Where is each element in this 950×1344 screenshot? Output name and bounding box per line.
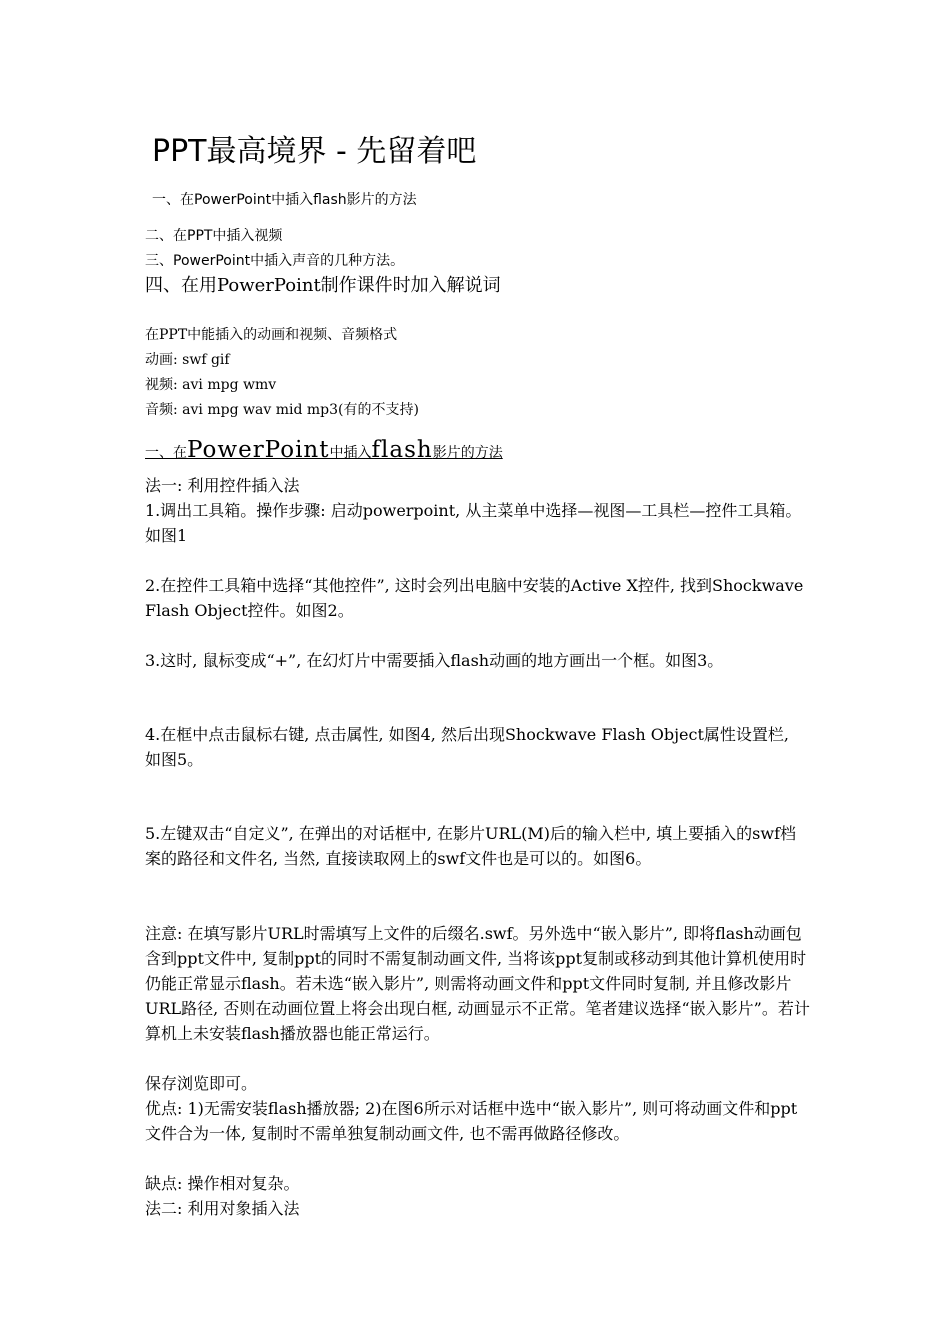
step-5: 5.左键双击“自定义”, 在弹出的对话框中, 在影片URL(M)后的输入栏中, 填上要插入的swf档案的路径和文件名, 当然, 直接读取网上的swf文件也是可以的。如图6。	[145, 824, 796, 868]
formats-audio: 音频: avi mpg wav mid mp3(有的不支持)	[145, 402, 419, 418]
note-paragraph: 注意: 在填写影片URL时需填写上文件的后缀名.swf。另外选中“嵌入影片”, 即将flash动画包含到ppt文件中, 复制ppt的同时不需复制动画文件, 当将该ppt复制或移动到其他计算机使用时仍能正常显示flash。若未选“嵌入影片”, 则需将动画文件和ppt文件同时复制, 并且修改影片URL路径, 否则在动画位置上将会出现白框, 动画显示不正常。笔者建议选择“嵌入影片”。若计算机上未安装flash播放器也能正常运行。	[145, 924, 810, 1043]
section-heading-flash	[145, 434, 503, 469]
section-heading-prefix: 一、在	[145, 445, 187, 461]
toc-item-1: 一、在PowerPoint中插入flash影片的方法	[152, 192, 417, 208]
save-line: 保存浏览即可。	[145, 1074, 258, 1093]
method2-title: 法二: 利用对象插入法	[145, 1199, 300, 1218]
toc-item-2: 二、在PPT中插入视频	[145, 228, 283, 244]
disadvantages-line: 缺点: 操作相对复杂。	[145, 1174, 300, 1193]
advantages-paragraph: 优点: 1)无需安装flash播放器; 2)在图6所示对话框中选中“嵌入影片”, 则可将动画文件和ppt文件合为一体, 复制时不需单独复制动画文件, 也不需再做路径修改。	[145, 1099, 798, 1143]
step-2: 2.在控件工具箱中选择“其他控件”, 这时会列出电脑中安装的Active X控件, 找到Shockwave Flash Object控件。如图2。	[145, 576, 804, 620]
section-heading-suffix: 影片的方法	[432, 445, 503, 461]
section-heading-word2: flash	[371, 437, 433, 463]
formats-heading: 在PPT中能插入的动画和视频、音频格式	[145, 327, 398, 343]
step-1: 1.调出工具箱。操作步骤: 启动powerpoint, 从主菜单中选择—视图—工具栏—控件工具箱。如图1	[145, 501, 802, 545]
toc-item-4: 四、在用PowerPoint制作课件时加入解说词	[145, 275, 501, 296]
step-3: 3.这时, 鼠标变成“+”, 在幻灯片中需要插入flash动画的地方画出一个框。如图3。	[145, 651, 724, 670]
page-title: PPT最高境界 - 先留着吧	[152, 134, 477, 169]
toc-item-3: 三、PowerPoint中插入声音的几种方法。	[145, 253, 405, 269]
formats-animation: 动画: swf gif	[145, 352, 230, 368]
step-4: 4.在框中点击鼠标右键, 点击属性, 如图4, 然后出现Shockwave Flash Object属性设置栏, 如图5。	[145, 725, 789, 769]
formats-video: 视频: avi mpg wmv	[145, 377, 277, 393]
method1-title: 法一: 利用控件插入法	[145, 476, 300, 495]
section-heading-middle: 中插入	[329, 445, 372, 461]
section-heading-word1: PowerPoint	[187, 437, 330, 463]
